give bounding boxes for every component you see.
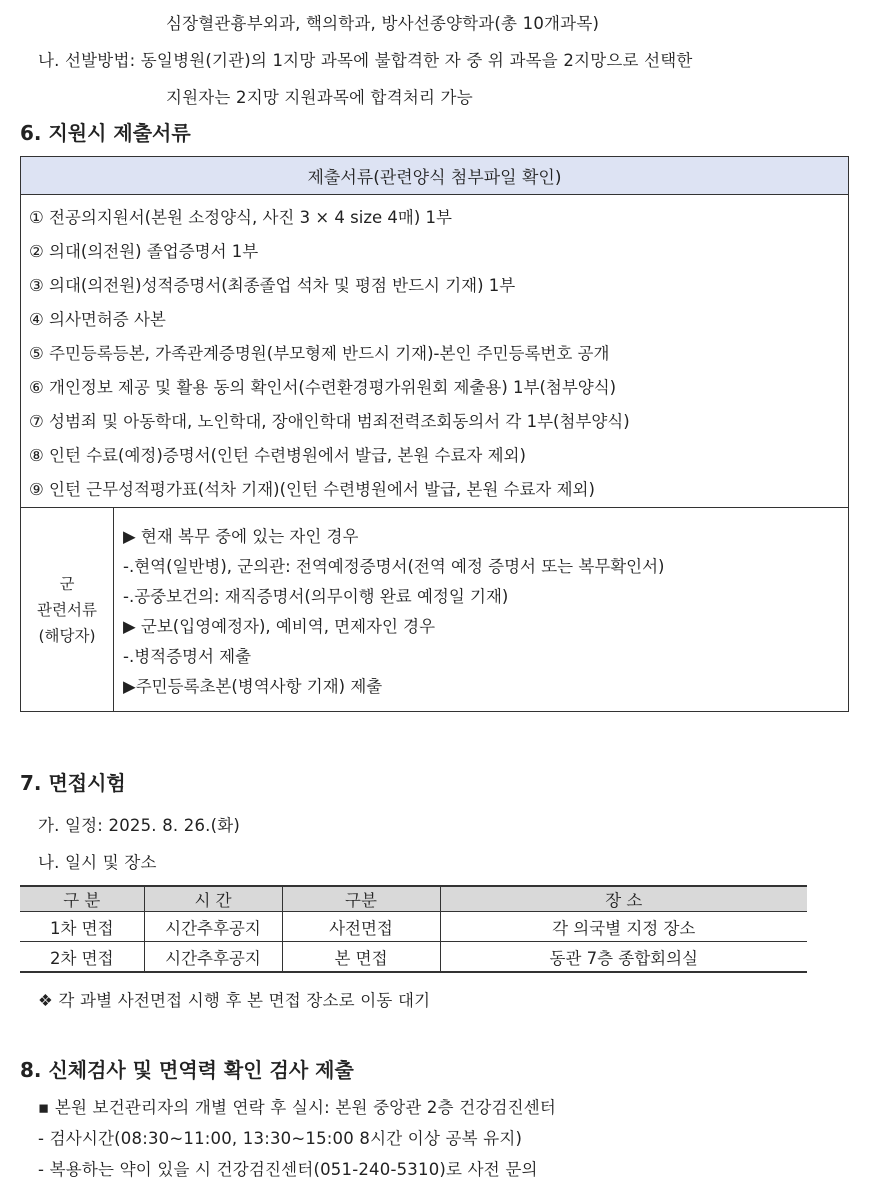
military-label-line: 군 bbox=[59, 575, 75, 593]
military-documents-label bbox=[21, 508, 114, 712]
military-document-line: -.현역(일반병), 군의관: 전역예정증명서(전역 예정 증명서 또는 복무확인서) bbox=[123, 557, 665, 576]
interview-place-heading: 나. 일시 및 장소 bbox=[38, 853, 157, 872]
section-8-title: 8. 신체검사 및 면역력 확인 검사 제출 bbox=[20, 1058, 354, 1082]
interview-note: ❖ 각 과별 사전면접 시행 후 본 면접 장소로 이동 대기 bbox=[38, 991, 431, 1010]
table-cell: 사전면접 bbox=[282, 912, 440, 942]
military-document-line: -.공중보건의: 재직증명서(의무이행 완료 예정일 기재) bbox=[123, 587, 509, 606]
document-item: ④ 의사면허증 사본 bbox=[29, 310, 166, 329]
document-item: ③ 의대(의전원)성적증명서(최종졸업 석차 및 평점 반드시 기재) 1부 bbox=[29, 276, 516, 295]
military-label-line: 관련서류 bbox=[37, 601, 97, 619]
military-label-line: (해당자) bbox=[38, 627, 96, 645]
column-header: 구 분 bbox=[20, 886, 144, 912]
military-document-line: ▶ 군보(입영예정자), 예비역, 면제자인 경우 bbox=[123, 617, 436, 636]
table-row bbox=[20, 912, 807, 942]
health-check-line: - 검사시간(08:30~11:00, 13:30~15:00 8시간 이상 공복 유지) bbox=[38, 1129, 523, 1148]
section-7-title: 7. 면접시험 bbox=[20, 771, 126, 795]
interview-date: 가. 일정: 2025. 8. 26.(화) bbox=[38, 816, 241, 835]
document-item: ⑤ 주민등록등본, 가족관계증명원(부모형제 반드시 기재)-본인 주민등록번호 공개 bbox=[29, 344, 610, 363]
document-item: ⑨ 인턴 근무성적평가표(석차 기재)(인턴 수련병원에서 발급, 본원 수료자 제외) bbox=[29, 480, 595, 499]
intro-line-1: 심장혈관흉부외과, 핵의학과, 방사선종양학과(총 10개과목) bbox=[166, 14, 600, 33]
table-row bbox=[20, 942, 807, 973]
document-item: ① 전공의지원서(본원 소정양식, 사진 3 × 4 size 4매) 1부 bbox=[29, 208, 452, 227]
column-header: 장 소 bbox=[440, 886, 807, 912]
document-item: ⑧ 인턴 수료(예정)증명서(인턴 수련병원에서 발급, 본원 수료자 제외) bbox=[29, 446, 526, 465]
interview-schedule-table bbox=[20, 885, 807, 973]
table-cell: 시간추후공지 bbox=[144, 912, 282, 942]
health-check-line: - 복용하는 약이 있을 시 건강검진센터(051-240-5310)로 사전 문의 bbox=[38, 1160, 538, 1179]
documents-table-header: 제출서류(관련양식 첨부파일 확인) bbox=[21, 157, 848, 195]
required-documents-table bbox=[20, 156, 849, 712]
military-document-line: ▶주민등록초본(병역사항 기재) 제출 bbox=[123, 677, 383, 696]
document-item: ⑥ 개인정보 제공 및 활용 동의 확인서(수련환경평가위원회 제출용) 1부(첨부양식) bbox=[29, 378, 617, 397]
military-document-line: -.병적증명서 제출 bbox=[123, 647, 252, 666]
table-cell: 본 면접 bbox=[282, 942, 440, 973]
military-document-line: ▶ 현재 복무 중에 있는 자인 경우 bbox=[123, 527, 359, 546]
table-cell: 동관 7층 종합회의실 bbox=[440, 942, 807, 973]
military-documents-row bbox=[21, 507, 848, 712]
document-item: ② 의대(의전원) 졸업증명서 1부 bbox=[29, 242, 259, 261]
table-cell: 각 의국별 지정 장소 bbox=[440, 912, 807, 942]
selection-method-line: 나. 선발방법: 동일병원(기관)의 1지망 과목에 불합격한 자 중 위 과목을 2지망으로 선택한 bbox=[38, 51, 693, 70]
selection-method-line-cont: 지원자는 2지망 지원과목에 합격처리 가능 bbox=[166, 88, 473, 107]
health-check-line: ▪ 본원 보건관리자의 개별 연락 후 실시: 본원 중앙관 2층 건강검진센터 bbox=[38, 1098, 557, 1117]
section-6-title: 6. 지원시 제출서류 bbox=[20, 121, 191, 145]
table-cell: 시간추후공지 bbox=[144, 942, 282, 973]
table-cell: 1차 면접 bbox=[20, 912, 144, 942]
document-item: ⑦ 성범죄 및 아동학대, 노인학대, 장애인학대 범죄전력조회동의서 각 1부(첨부양식) bbox=[29, 412, 630, 431]
column-header: 시 간 bbox=[144, 886, 282, 912]
table-header-row bbox=[20, 886, 807, 912]
table-cell: 2차 면접 bbox=[20, 942, 144, 973]
column-header: 구분 bbox=[282, 886, 440, 912]
